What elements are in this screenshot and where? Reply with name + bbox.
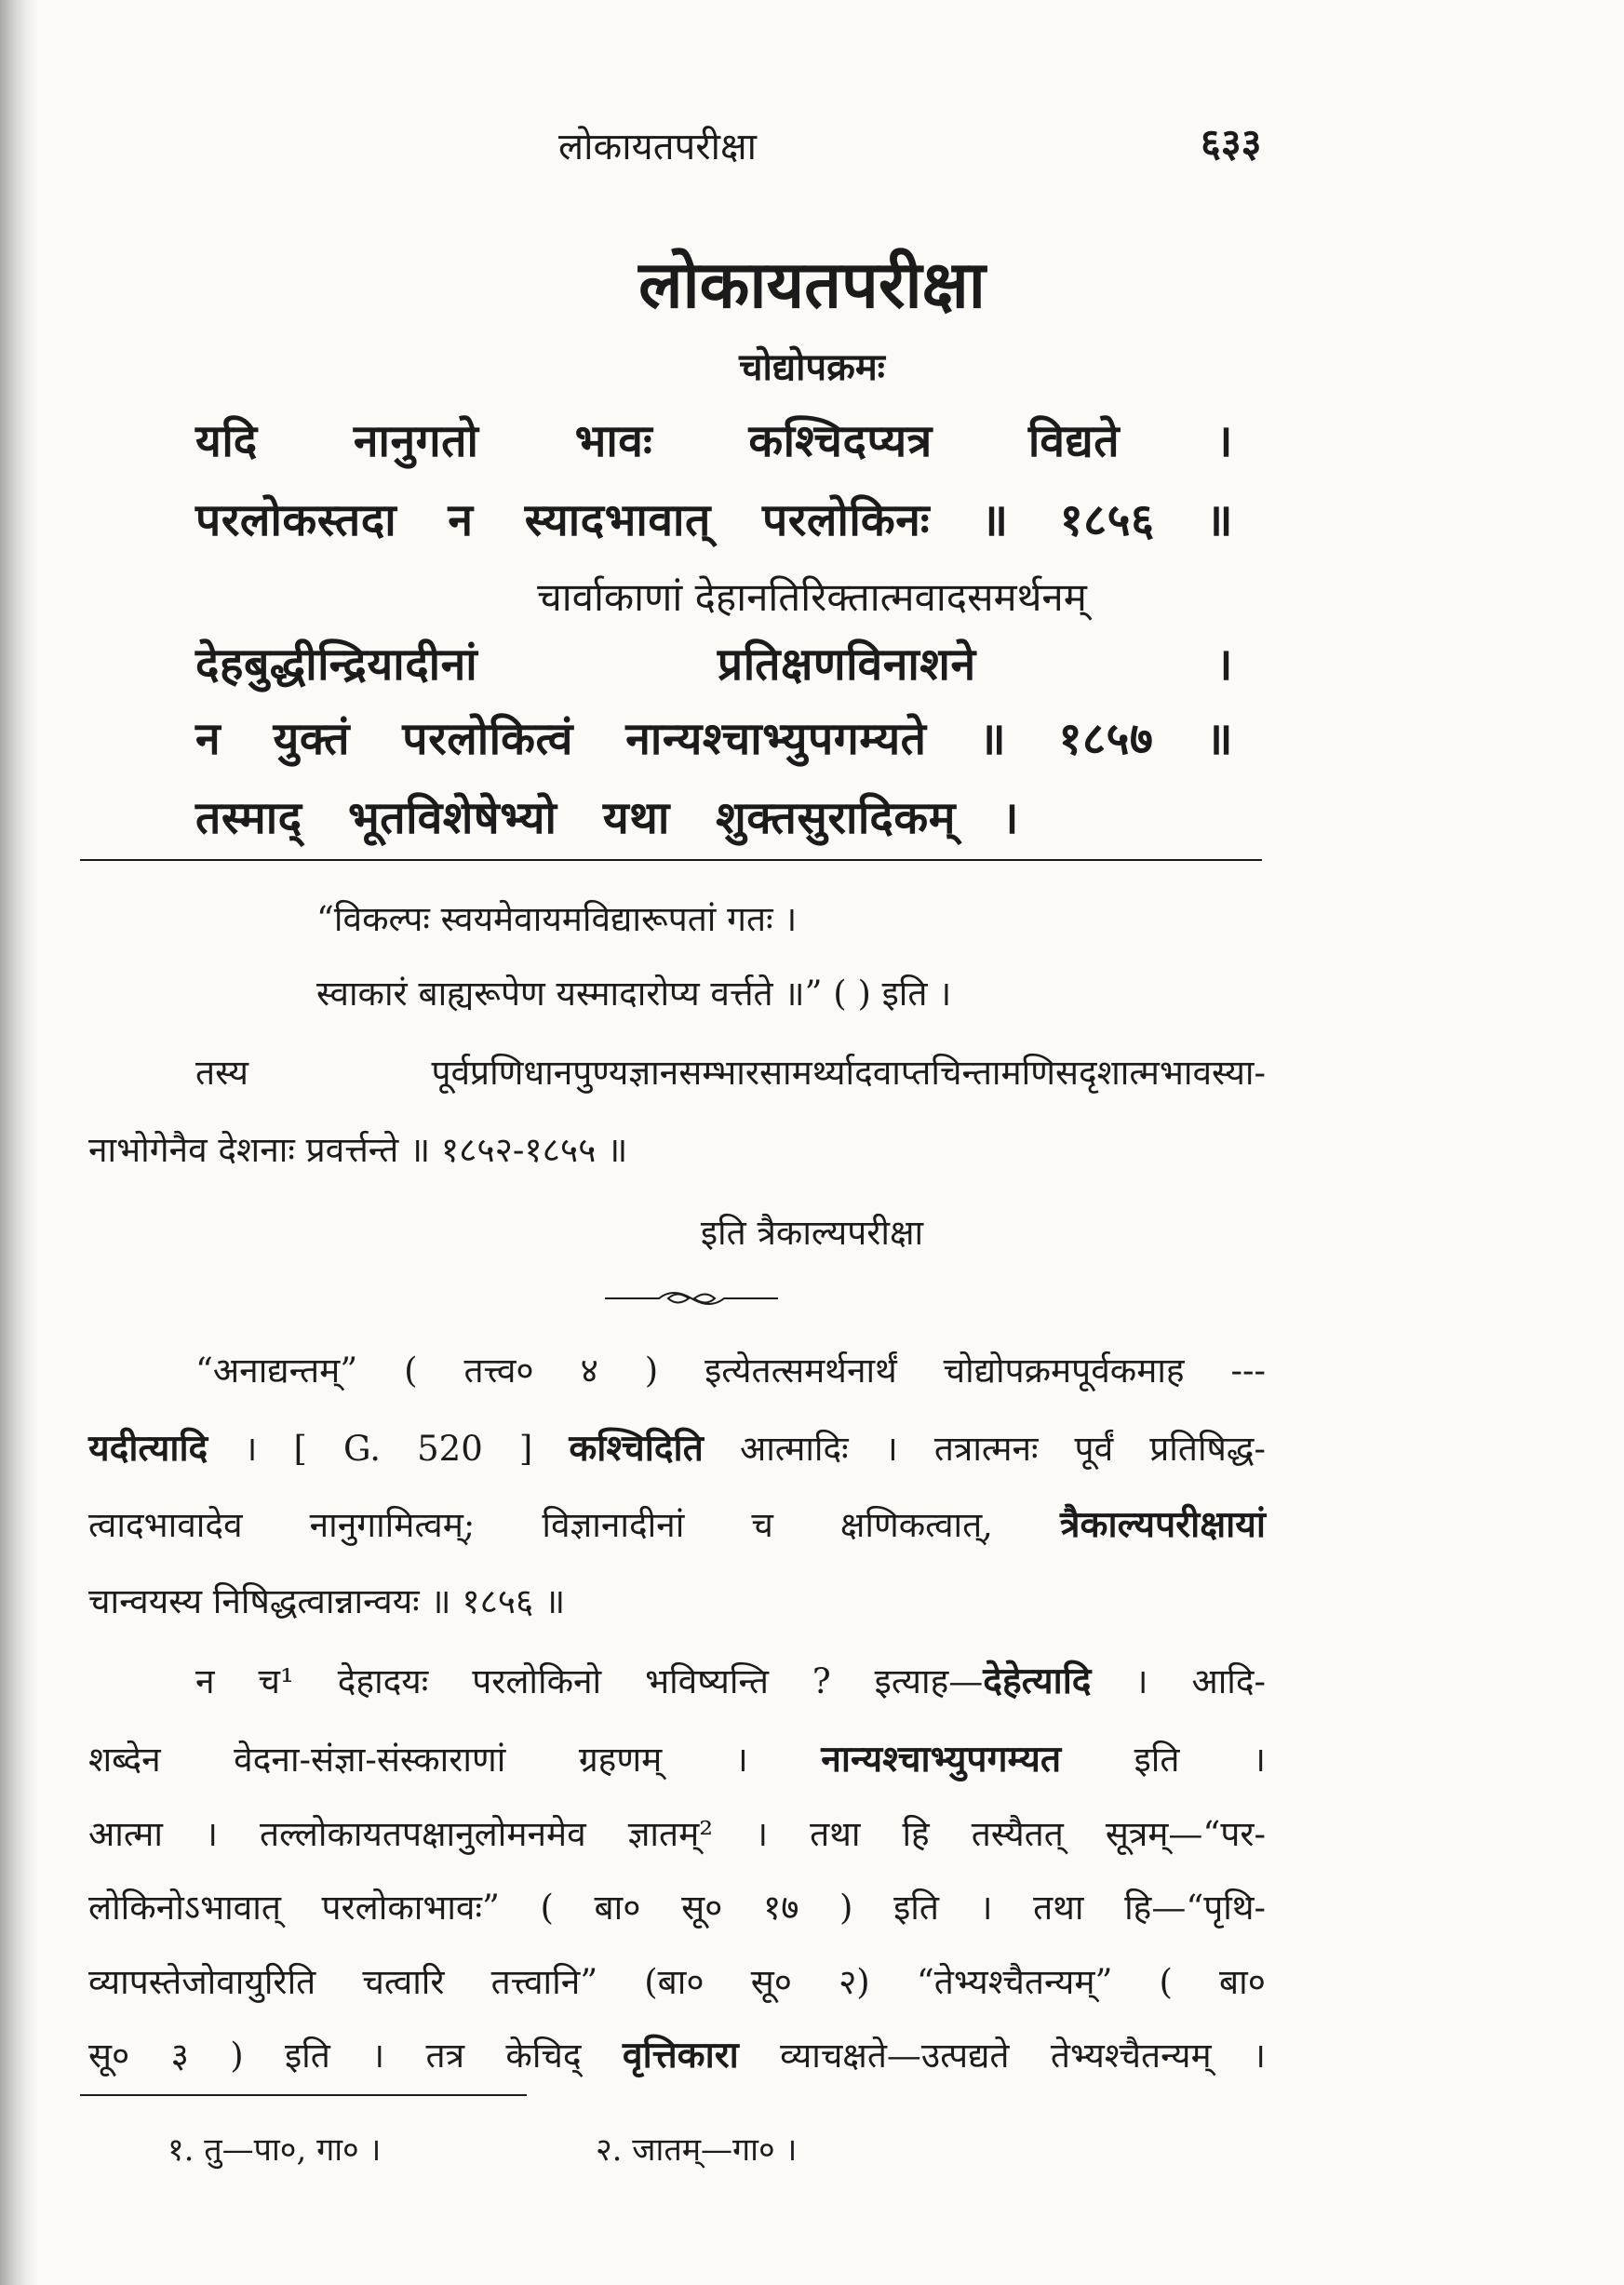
footnote: २. जातम्—गा० ।	[596, 2131, 798, 2169]
quote-line: “विकल्पः स्वयमेवायमविद्यारूपतां गतः ।	[316, 899, 798, 939]
commentary-text: शब्देन वेदना-संज्ञा-संस्काराणां ग्रहणम् ।	[88, 1740, 822, 1780]
verse-line: न युक्तं परलोकित्वं नान्यश्चाभ्युपगम्यते ॥ १८५७ ॥	[195, 713, 1233, 765]
verse-line: यदि नानुगतो भावः कश्चिदप्यत्र विद्यते ।	[195, 415, 1233, 467]
commentary-text: आत्मादिः । तत्रात्मनः पूर्वं प्रतिषिद्ध-	[703, 1429, 1266, 1469]
footnote-rule	[80, 2094, 527, 2096]
commentary-text: । आदि-	[1091, 1661, 1266, 1701]
section-end-colophon: इति त्रैकाल्यपरीक्षा	[700, 1213, 924, 1253]
commentary-text: लोकिनोऽभावात् परलोकाभावः” ( बा० सू० १७ ) इति । तथा हि—“पृथि-	[88, 1888, 1266, 1928]
commentary-line	[195, 1655, 1266, 1704]
commentary-line	[88, 1576, 565, 1623]
section-title: लोकायतपरीक्षा	[638, 246, 986, 323]
commentary-text: न च¹ देहादयः परलोकिनो भविष्यन्ति ? इत्याह—	[195, 1661, 984, 1701]
separator-rule	[80, 859, 1262, 861]
verse-line: देहबुद्धीन्द्रियादीनां प्रतिक्षणविनाशने ।	[195, 638, 1233, 691]
commentary-line	[195, 1345, 1266, 1392]
subheading-objection: चोद्योपक्रमः	[739, 345, 885, 389]
ornament-divider	[603, 1284, 780, 1312]
commentary-text: इति ।	[1061, 1740, 1266, 1780]
commentary-text: व्यापस्तेजोवायुरिति चत्वारि तत्त्वानि” (बा० सू० २) “तेभ्यश्चैतन्यम्” ( बा०	[88, 1962, 1266, 2002]
footnote: १. तु—पा०, गा० ।	[168, 2131, 382, 2169]
verse-line: परलोकस्तदा न स्यादभावात् परलोकिनः ॥ १८५६ ॥	[195, 494, 1233, 546]
lemma: यदीत्यादि	[88, 1427, 208, 1470]
commentary-text: चान्वयस्य निषिद्धत्वान्नान्वयः ॥ १८५६ ॥	[88, 1581, 566, 1621]
lemma: देहेत्यादि	[983, 1660, 1092, 1702]
commentary-text: व्याचक्षते—उत्पद्यते तेभ्यश्चैतन्यम् ।	[738, 2036, 1266, 2076]
commentary-line	[88, 1808, 1266, 1856]
commentary-line	[88, 1882, 1266, 1929]
commentary-text: “अनाद्यन्तम्” ( तत्त्व० ४ ) इत्येतत्समर्थनार्थं चोद्योपक्रमपूर्वकमाह ---	[195, 1351, 1266, 1391]
commentary-line	[88, 1956, 1266, 2004]
subheading-charvaka: चार्वाकाणां देहानतिरिक्तात्मवादसमर्थनम्	[537, 574, 1087, 620]
lemma: वृत्तिकारा	[622, 2034, 739, 2077]
lemma: नान्यश्चाभ्युपगम्यत	[821, 1738, 1062, 1781]
commentary-text: सू० ३ ) इति । तत्र केचिद्	[88, 2036, 623, 2076]
running-header	[0, 119, 1624, 175]
commentary-line	[88, 1422, 1266, 1472]
commentary-text: आत्मा । तल्लोकायतपक्षानुलोमनमेव ज्ञातम्² । तथा हि तस्यैतत् सूत्रम्—“पर-	[88, 1814, 1266, 1854]
lemma: त्रैकाल्यपरीक्षायां	[1059, 1503, 1266, 1546]
quote-line: स्वाकारं बाह्यरूपेण यस्मादारोप्य वर्त्तते ॥” ( ) इति ।	[316, 974, 952, 1014]
verse-line: तस्माद् भूतविशेषेभ्यो यथा शुक्तसुरादिकम् ।	[195, 792, 1019, 844]
commentary-line	[88, 2029, 1266, 2078]
commentary-text: त्वादभावादेव नानुगामित्वम्; विज्ञानादीनां च क्षणिकत्वात्,	[88, 1505, 1060, 1545]
lemma: कश्चिदिति	[569, 1427, 704, 1470]
commentary-line	[88, 1733, 1266, 1782]
page-number: ६३३	[1201, 120, 1262, 166]
commentary-text: । [ G. 520 ]	[208, 1429, 570, 1469]
commentary-line	[88, 1499, 1266, 1548]
running-title: लोकायतपरीक्षा	[558, 126, 758, 168]
commentary-line: नाभोगेनैव देशनाः प्रवर्त्तन्ते ॥ १८५२-१८५५ ॥	[88, 1130, 628, 1170]
commentary-line: तस्य पूर्वप्रणिधानपुण्यज्ञानसम्भारसामर्थ्यादवाप्तचिन्तामणिसदृशात्मभावस्या-	[195, 1053, 1266, 1093]
